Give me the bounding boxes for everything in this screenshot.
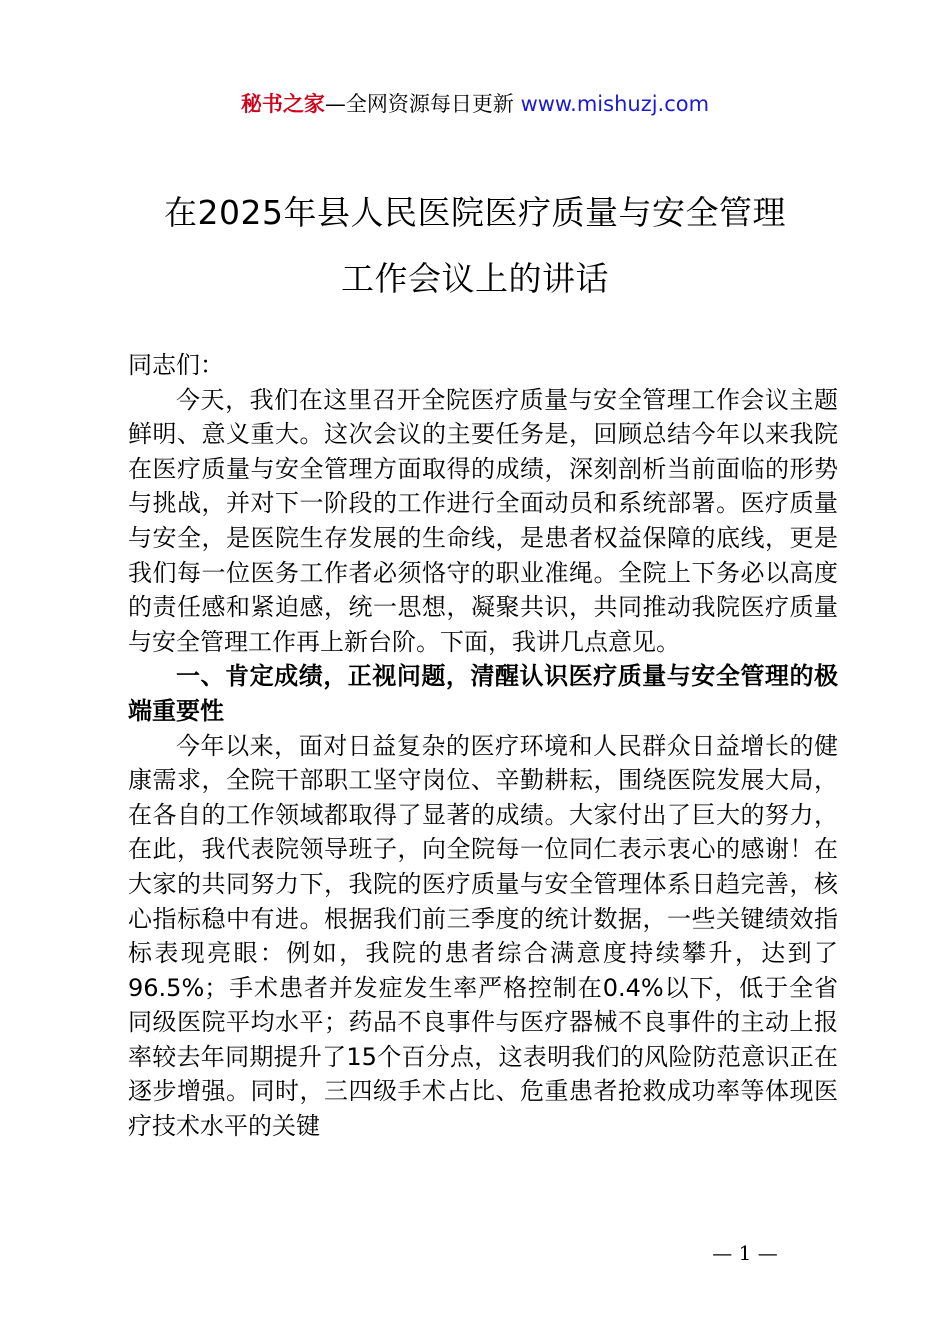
document-body xyxy=(128,348,838,1144)
section-heading-1: 一、肯定成绩，正视问题，清醒认识医疗质量与安全管理的极端重要性 xyxy=(128,662,838,725)
title-line-2: 工作会议上的讲话 xyxy=(341,259,609,298)
salutation: 同志们： xyxy=(128,351,224,379)
document-title xyxy=(110,180,840,312)
brand-name: 秘书之家 xyxy=(240,92,325,116)
page-number: — 1 — xyxy=(712,1241,778,1265)
site-url-link[interactable]: www.mishuzj.com xyxy=(520,92,710,116)
body-paragraph-2: 今年以来，面对日益复杂的医疗环境和人民群众日益增长的健康需求，全院干部职工坚守岗位、辛勤耕耘，围绕医院发展大局，在各自的工作领域都取得了显著的成绩。大家付出了巨大的努力，在此，我代表院领导班子，向全院每一位同仁表示衷心的感谢！在大家的共同努力下，我院的医疗质量与安全管理体系日趋完善，核心指标稳中有进。根据我们前三季度的统计数据，一些关键绩效指标表现亮眼：例如，我院的患者综合满意度持续攀升，达到了96.5%；手术患者并发症发生率严格控制在0.4%以下，低于全省同级医院平均水平；药品不良事件与医疗器械不良事件的主动上报率较去年同期提升了15个百分点，这表明我们的风险防范意识正在逐步增强。同时，三四级手术占比、危重患者抢救成功率等体现医疗技术水平的关键 xyxy=(128,731,838,1141)
intro-paragraph: 今天，我们在这里召开全院医疗质量与安全管理工作会议主题鲜明、意义重大。这次会议的主要任务是，回顾总结今年以来我院在医疗质量与安全管理方面取得的成绩，深刻剖析当前面临的形势与挑战，并对下一阶段的工作进行全面动员和系统部署。医疗质量与安全，是医院生存发展的生命线，是患者权益保障的底线，更是我们每一位医务工作者必须恪守的职业准绳。全院上下务必以高度的责任感和紧迫感，统一思想，凝聚共识，共同推动我院医疗质量与安全管理工作再上新台阶。下面，我讲几点意见。 xyxy=(128,385,838,656)
header-tagline: —全网资源每日更新 xyxy=(324,92,514,116)
title-line-1: 在2025年县人民医院医疗质量与安全管理 xyxy=(164,193,786,232)
site-header xyxy=(0,88,950,120)
